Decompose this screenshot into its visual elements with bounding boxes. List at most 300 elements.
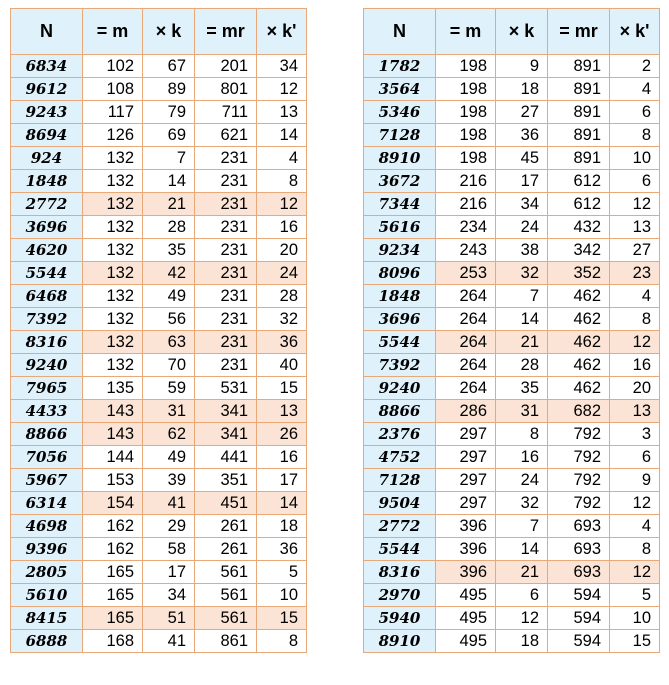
cell-m: 264 xyxy=(436,331,496,354)
cell-m: 132 xyxy=(83,147,143,170)
cell-kp: 3 xyxy=(610,423,660,446)
cell-kp: 28 xyxy=(257,285,307,308)
cell-n: 6888 xyxy=(11,630,83,653)
cell-k: 36 xyxy=(496,124,548,147)
table-row xyxy=(11,170,307,193)
cell-mr: 531 xyxy=(195,377,257,400)
cell-n: 7392 xyxy=(11,308,83,331)
cell-m: 117 xyxy=(83,101,143,124)
cell-m: 264 xyxy=(436,308,496,331)
cell-kp: 12 xyxy=(257,78,307,101)
cell-mr: 891 xyxy=(548,101,610,124)
table-row xyxy=(11,515,307,538)
cell-m: 135 xyxy=(83,377,143,400)
cell-m: 126 xyxy=(83,124,143,147)
cell-k: 79 xyxy=(143,101,195,124)
table-row xyxy=(11,262,307,285)
cell-k: 24 xyxy=(496,469,548,492)
cell-mr: 462 xyxy=(548,308,610,331)
cell-k: 12 xyxy=(496,607,548,630)
right-table-body xyxy=(364,55,660,653)
cell-mr: 231 xyxy=(195,193,257,216)
cell-mr: 231 xyxy=(195,285,257,308)
cell-kp: 36 xyxy=(257,538,307,561)
cell-n: 3696 xyxy=(364,308,436,331)
cell-m: 162 xyxy=(83,515,143,538)
cell-n: 4752 xyxy=(364,446,436,469)
cell-mr: 261 xyxy=(195,515,257,538)
cell-mr: 594 xyxy=(548,584,610,607)
cell-n: 8866 xyxy=(364,400,436,423)
cell-k: 41 xyxy=(143,492,195,515)
cell-mr: 693 xyxy=(548,561,610,584)
cell-n: 7128 xyxy=(364,124,436,147)
cell-mr: 441 xyxy=(195,446,257,469)
cell-k: 62 xyxy=(143,423,195,446)
cell-k: 7 xyxy=(143,147,195,170)
header-mr: = mr xyxy=(195,9,257,55)
cell-m: 286 xyxy=(436,400,496,423)
cell-kp: 27 xyxy=(610,239,660,262)
cell-n: 9612 xyxy=(11,78,83,101)
cell-mr: 621 xyxy=(195,124,257,147)
cell-n: 5346 xyxy=(364,101,436,124)
cell-m: 264 xyxy=(436,354,496,377)
cell-k: 17 xyxy=(143,561,195,584)
cell-kp: 13 xyxy=(610,216,660,239)
table-row xyxy=(11,78,307,101)
cell-n: 2805 xyxy=(11,561,83,584)
cell-n: 8316 xyxy=(11,331,83,354)
cell-k: 39 xyxy=(143,469,195,492)
cell-k: 21 xyxy=(143,193,195,216)
cell-k: 34 xyxy=(143,584,195,607)
cell-kp: 6 xyxy=(610,101,660,124)
cell-n: 7392 xyxy=(364,354,436,377)
cell-m: 132 xyxy=(83,239,143,262)
cell-mr: 594 xyxy=(548,630,610,653)
table-row xyxy=(11,400,307,423)
cell-m: 165 xyxy=(83,561,143,584)
right-table xyxy=(363,8,660,653)
table-row xyxy=(11,561,307,584)
cell-mr: 594 xyxy=(548,607,610,630)
cell-m: 396 xyxy=(436,538,496,561)
cell-kp: 13 xyxy=(257,101,307,124)
cell-k: 28 xyxy=(143,216,195,239)
cell-kp: 8 xyxy=(257,170,307,193)
table-row xyxy=(364,446,660,469)
table-row xyxy=(364,561,660,584)
table-row xyxy=(364,331,660,354)
header-m: = m xyxy=(83,9,143,55)
header-row xyxy=(11,9,307,55)
table-row xyxy=(364,285,660,308)
cell-mr: 451 xyxy=(195,492,257,515)
cell-kp: 20 xyxy=(610,377,660,400)
cell-kp: 2 xyxy=(610,55,660,78)
cell-mr: 231 xyxy=(195,147,257,170)
cell-n: 9243 xyxy=(11,101,83,124)
cell-m: 198 xyxy=(436,147,496,170)
cell-m: 143 xyxy=(83,423,143,446)
cell-mr: 231 xyxy=(195,308,257,331)
cell-mr: 861 xyxy=(195,630,257,653)
cell-n: 4620 xyxy=(11,239,83,262)
cell-k: 7 xyxy=(496,285,548,308)
cell-m: 165 xyxy=(83,607,143,630)
cell-m: 132 xyxy=(83,262,143,285)
table-row xyxy=(364,538,660,561)
cell-m: 132 xyxy=(83,331,143,354)
cell-k: 6 xyxy=(496,584,548,607)
cell-mr: 891 xyxy=(548,78,610,101)
cell-k: 8 xyxy=(496,423,548,446)
cell-mr: 462 xyxy=(548,285,610,308)
cell-kp: 5 xyxy=(257,561,307,584)
cell-m: 132 xyxy=(83,308,143,331)
cell-mr: 352 xyxy=(548,262,610,285)
cell-k: 29 xyxy=(143,515,195,538)
cell-mr: 351 xyxy=(195,469,257,492)
cell-k: 89 xyxy=(143,78,195,101)
cell-k: 24 xyxy=(496,216,548,239)
cell-n: 9240 xyxy=(364,377,436,400)
cell-k: 32 xyxy=(496,492,548,515)
cell-m: 297 xyxy=(436,446,496,469)
cell-kp: 10 xyxy=(610,607,660,630)
cell-m: 198 xyxy=(436,124,496,147)
table-row xyxy=(11,377,307,400)
table-row xyxy=(364,170,660,193)
table-row xyxy=(11,538,307,561)
cell-kp: 15 xyxy=(257,377,307,400)
cell-k: 9 xyxy=(496,55,548,78)
cell-kp: 8 xyxy=(610,538,660,561)
header-m: = m xyxy=(436,9,496,55)
cell-m: 144 xyxy=(83,446,143,469)
cell-mr: 231 xyxy=(195,354,257,377)
cell-m: 297 xyxy=(436,469,496,492)
cell-mr: 711 xyxy=(195,101,257,124)
table-row xyxy=(11,239,307,262)
cell-kp: 16 xyxy=(610,354,660,377)
cell-m: 132 xyxy=(83,285,143,308)
cell-n: 9234 xyxy=(364,239,436,262)
cell-n: 8415 xyxy=(11,607,83,630)
cell-n: 3564 xyxy=(364,78,436,101)
cell-m: 132 xyxy=(83,193,143,216)
cell-kp: 10 xyxy=(257,584,307,607)
cell-k: 27 xyxy=(496,101,548,124)
table-row xyxy=(364,492,660,515)
header-k: × k xyxy=(143,9,195,55)
cell-n: 8316 xyxy=(364,561,436,584)
left-table-body xyxy=(11,55,307,653)
cell-m: 162 xyxy=(83,538,143,561)
header-row xyxy=(364,9,660,55)
cell-m: 168 xyxy=(83,630,143,653)
cell-kp: 32 xyxy=(257,308,307,331)
cell-n: 4433 xyxy=(11,400,83,423)
cell-kp: 16 xyxy=(257,216,307,239)
cell-m: 297 xyxy=(436,423,496,446)
cell-k: 63 xyxy=(143,331,195,354)
cell-n: 8910 xyxy=(364,147,436,170)
table-row xyxy=(364,377,660,400)
cell-k: 17 xyxy=(496,170,548,193)
cell-m: 495 xyxy=(436,630,496,653)
left-table xyxy=(10,8,307,653)
cell-n: 5544 xyxy=(364,538,436,561)
cell-mr: 792 xyxy=(548,492,610,515)
cell-k: 14 xyxy=(496,538,548,561)
cell-mr: 612 xyxy=(548,170,610,193)
cell-m: 198 xyxy=(436,101,496,124)
table-row xyxy=(11,630,307,653)
table-row xyxy=(364,354,660,377)
cell-k: 35 xyxy=(143,239,195,262)
cell-m: 264 xyxy=(436,285,496,308)
cell-k: 38 xyxy=(496,239,548,262)
cell-kp: 14 xyxy=(257,124,307,147)
cell-kp: 20 xyxy=(257,239,307,262)
table-row xyxy=(364,239,660,262)
cell-n: 3672 xyxy=(364,170,436,193)
cell-kp: 12 xyxy=(610,193,660,216)
cell-kp: 6 xyxy=(610,170,660,193)
cell-mr: 231 xyxy=(195,170,257,193)
cell-kp: 14 xyxy=(257,492,307,515)
cell-n: 6468 xyxy=(11,285,83,308)
cell-k: 42 xyxy=(143,262,195,285)
cell-m: 234 xyxy=(436,216,496,239)
cell-mr: 231 xyxy=(195,216,257,239)
cell-kp: 12 xyxy=(610,331,660,354)
table-row xyxy=(11,308,307,331)
cell-n: 2772 xyxy=(11,193,83,216)
cell-n: 7344 xyxy=(364,193,436,216)
cell-mr: 561 xyxy=(195,561,257,584)
cell-kp: 10 xyxy=(610,147,660,170)
cell-n: 6314 xyxy=(11,492,83,515)
cell-k: 70 xyxy=(143,354,195,377)
cell-m: 216 xyxy=(436,170,496,193)
cell-kp: 34 xyxy=(257,55,307,78)
header-n: N xyxy=(364,9,436,55)
cell-n: 9396 xyxy=(11,538,83,561)
cell-k: 31 xyxy=(496,400,548,423)
header-k: × k xyxy=(496,9,548,55)
cell-k: 14 xyxy=(143,170,195,193)
cell-m: 216 xyxy=(436,193,496,216)
cell-k: 14 xyxy=(496,308,548,331)
header-n: N xyxy=(11,9,83,55)
cell-kp: 18 xyxy=(257,515,307,538)
cell-k: 18 xyxy=(496,630,548,653)
cell-n: 3696 xyxy=(11,216,83,239)
header-kp: × k' xyxy=(610,9,660,55)
table-row xyxy=(11,331,307,354)
table-row xyxy=(364,515,660,538)
cell-kp: 13 xyxy=(257,400,307,423)
cell-k: 21 xyxy=(496,561,548,584)
table-row xyxy=(11,285,307,308)
cell-kp: 8 xyxy=(610,308,660,331)
table-row xyxy=(11,354,307,377)
cell-n: 5544 xyxy=(364,331,436,354)
table-row xyxy=(364,469,660,492)
cell-m: 143 xyxy=(83,400,143,423)
cell-mr: 231 xyxy=(195,262,257,285)
cell-kp: 12 xyxy=(257,193,307,216)
cell-kp: 23 xyxy=(610,262,660,285)
cell-k: 56 xyxy=(143,308,195,331)
cell-k: 32 xyxy=(496,262,548,285)
header-mr: = mr xyxy=(548,9,610,55)
table-row xyxy=(364,216,660,239)
cell-n: 5610 xyxy=(11,584,83,607)
table-row xyxy=(364,124,660,147)
cell-m: 495 xyxy=(436,607,496,630)
table-row xyxy=(364,55,660,78)
cell-kp: 8 xyxy=(257,630,307,653)
cell-k: 51 xyxy=(143,607,195,630)
cell-k: 31 xyxy=(143,400,195,423)
cell-mr: 792 xyxy=(548,469,610,492)
cell-mr: 231 xyxy=(195,239,257,262)
cell-n: 9240 xyxy=(11,354,83,377)
cell-mr: 792 xyxy=(548,446,610,469)
cell-n: 4698 xyxy=(11,515,83,538)
cell-k: 34 xyxy=(496,193,548,216)
cell-mr: 682 xyxy=(548,400,610,423)
cell-m: 108 xyxy=(83,78,143,101)
cell-k: 21 xyxy=(496,331,548,354)
cell-n: 5616 xyxy=(364,216,436,239)
table-row xyxy=(11,147,307,170)
cell-mr: 561 xyxy=(195,607,257,630)
table-row xyxy=(11,492,307,515)
cell-mr: 201 xyxy=(195,55,257,78)
cell-mr: 462 xyxy=(548,377,610,400)
table-row xyxy=(364,423,660,446)
cell-mr: 693 xyxy=(548,538,610,561)
table-row xyxy=(364,262,660,285)
table-row xyxy=(11,584,307,607)
cell-n: 924 xyxy=(11,147,83,170)
cell-m: 153 xyxy=(83,469,143,492)
cell-n: 6834 xyxy=(11,55,83,78)
cell-m: 396 xyxy=(436,561,496,584)
cell-m: 132 xyxy=(83,216,143,239)
cell-mr: 432 xyxy=(548,216,610,239)
cell-kp: 4 xyxy=(610,515,660,538)
table-row xyxy=(11,101,307,124)
cell-kp: 13 xyxy=(610,400,660,423)
cell-mr: 792 xyxy=(548,423,610,446)
cell-n: 2772 xyxy=(364,515,436,538)
cell-k: 28 xyxy=(496,354,548,377)
cell-k: 41 xyxy=(143,630,195,653)
table-row xyxy=(11,193,307,216)
cell-m: 495 xyxy=(436,584,496,607)
cell-k: 16 xyxy=(496,446,548,469)
cell-m: 132 xyxy=(83,170,143,193)
cell-n: 8866 xyxy=(11,423,83,446)
table-row xyxy=(11,446,307,469)
cell-n: 2970 xyxy=(364,584,436,607)
cell-k: 69 xyxy=(143,124,195,147)
cell-n: 5940 xyxy=(364,607,436,630)
cell-m: 243 xyxy=(436,239,496,262)
cell-kp: 12 xyxy=(610,561,660,584)
table-row xyxy=(11,124,307,147)
cell-n: 1782 xyxy=(364,55,436,78)
cell-mr: 462 xyxy=(548,354,610,377)
table-row xyxy=(11,607,307,630)
cell-k: 7 xyxy=(496,515,548,538)
table-row xyxy=(364,584,660,607)
cell-k: 59 xyxy=(143,377,195,400)
cell-n: 8910 xyxy=(364,630,436,653)
cell-n: 2376 xyxy=(364,423,436,446)
table-row xyxy=(11,469,307,492)
cell-kp: 26 xyxy=(257,423,307,446)
cell-n: 5544 xyxy=(11,262,83,285)
cell-k: 49 xyxy=(143,446,195,469)
cell-mr: 693 xyxy=(548,515,610,538)
cell-mr: 341 xyxy=(195,400,257,423)
cell-kp: 16 xyxy=(257,446,307,469)
cell-mr: 462 xyxy=(548,331,610,354)
cell-kp: 4 xyxy=(610,78,660,101)
cell-k: 49 xyxy=(143,285,195,308)
cell-mr: 342 xyxy=(548,239,610,262)
cell-kp: 15 xyxy=(257,607,307,630)
cell-mr: 231 xyxy=(195,331,257,354)
cell-mr: 891 xyxy=(548,55,610,78)
cell-kp: 12 xyxy=(610,492,660,515)
cell-k: 45 xyxy=(496,147,548,170)
cell-kp: 4 xyxy=(257,147,307,170)
cell-mr: 612 xyxy=(548,193,610,216)
table-row xyxy=(11,423,307,446)
cell-m: 198 xyxy=(436,78,496,101)
cell-n: 7128 xyxy=(364,469,436,492)
cell-m: 198 xyxy=(436,55,496,78)
cell-m: 253 xyxy=(436,262,496,285)
cell-m: 132 xyxy=(83,354,143,377)
cell-n: 7965 xyxy=(11,377,83,400)
cell-n: 9504 xyxy=(364,492,436,515)
cell-n: 1848 xyxy=(11,170,83,193)
cell-kp: 40 xyxy=(257,354,307,377)
cell-mr: 341 xyxy=(195,423,257,446)
cell-n: 7056 xyxy=(11,446,83,469)
cell-mr: 801 xyxy=(195,78,257,101)
cell-kp: 24 xyxy=(257,262,307,285)
cell-m: 165 xyxy=(83,584,143,607)
cell-k: 18 xyxy=(496,78,548,101)
table-row xyxy=(11,216,307,239)
table-row xyxy=(364,607,660,630)
cell-n: 8096 xyxy=(364,262,436,285)
table-row xyxy=(364,147,660,170)
table-row xyxy=(364,630,660,653)
cell-k: 35 xyxy=(496,377,548,400)
cell-mr: 561 xyxy=(195,584,257,607)
